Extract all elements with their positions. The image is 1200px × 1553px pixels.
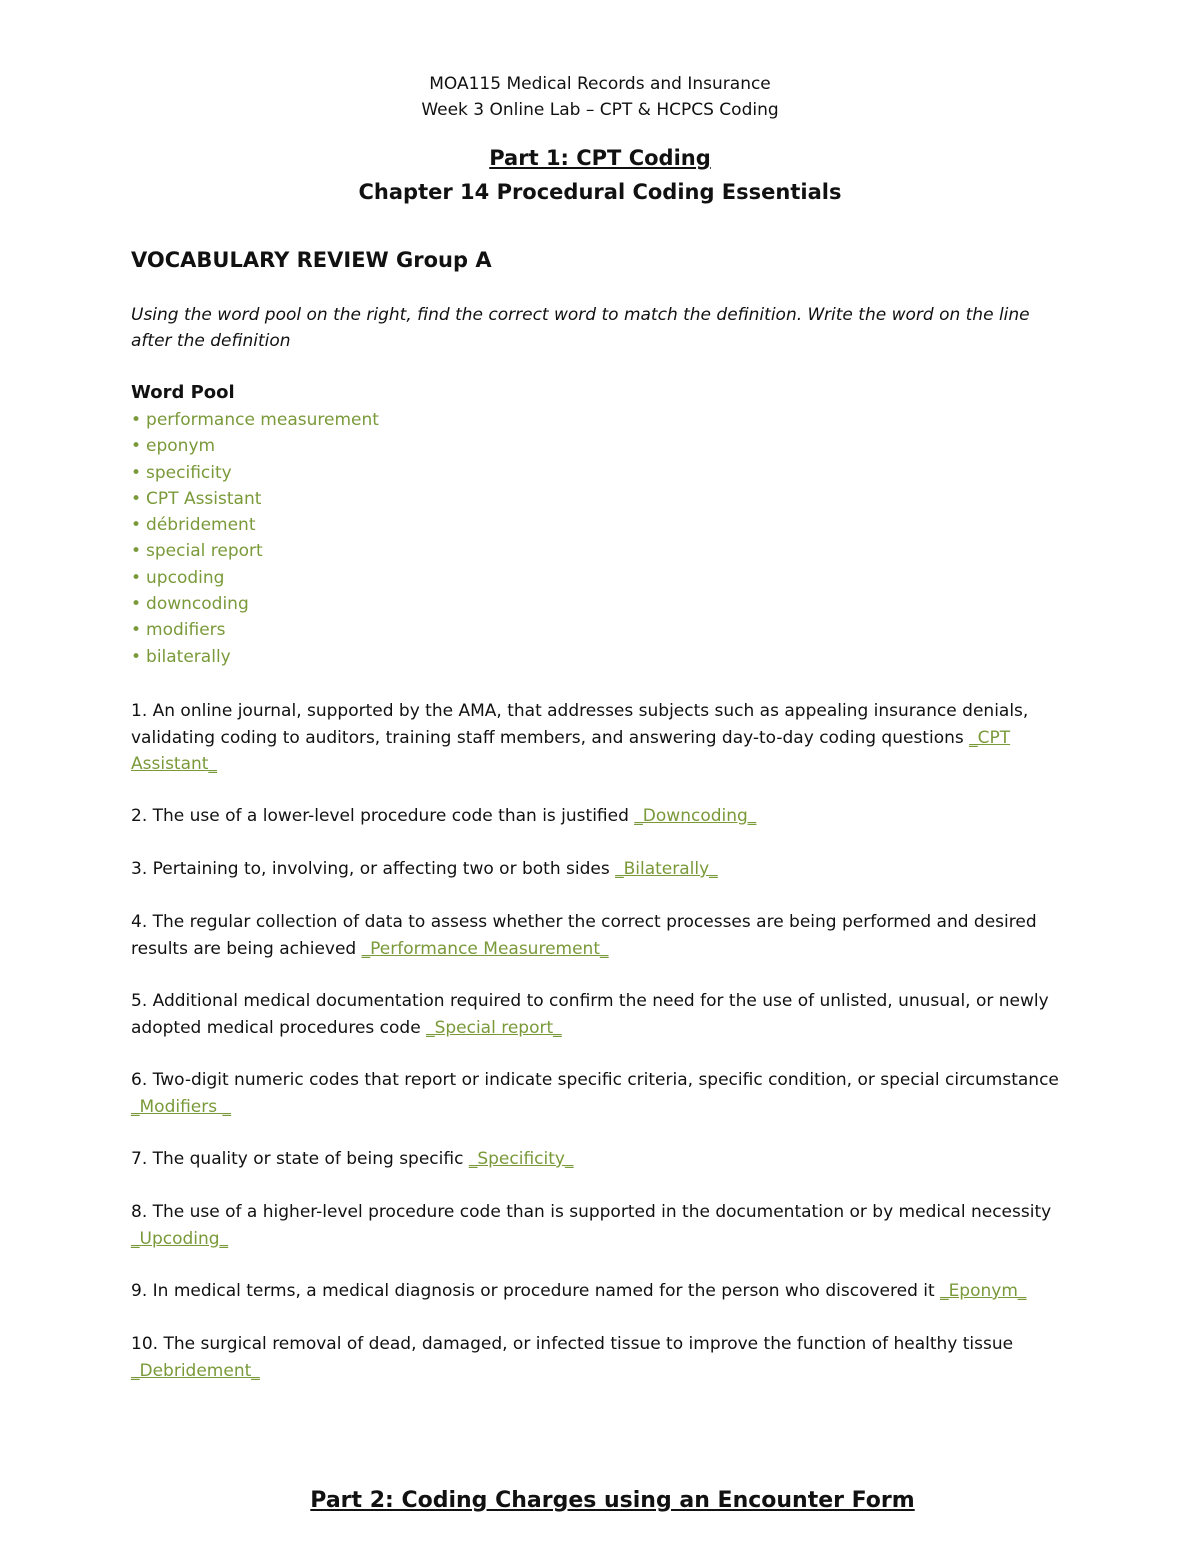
bullet-icon: • <box>131 567 142 588</box>
answer-1: _CPT Assistant_ <box>131 727 1011 774</box>
question-10: 10. The surgical removal of dead, damaged, or infected tissue to improve the function of healthy tissue _Debridement_ <box>131 1334 1014 1381</box>
answer-9: _Eponym_ <box>940 1281 1027 1301</box>
question-3: 3. Pertaining to, involving, or affecting two or both sides _Bilaterally_ <box>131 859 718 879</box>
word-pool-title: Word Pool <box>131 382 235 403</box>
question-2: 2. The use of a lower-level procedure code than is justified _Downcoding_ <box>131 806 757 826</box>
word-pool-item: • CPT Assistant <box>131 488 262 509</box>
word-pool-item: • bilaterally <box>131 646 231 667</box>
bullet-icon: • <box>131 541 142 562</box>
word-pool-item: • specificity <box>131 462 232 483</box>
course-title: MOA115 Medical Records and Insurance <box>429 74 771 94</box>
question-6: 6. Two-digit numeric codes that report or indicate specific criteria, specific condition, or special circumstance _Modifiers _ <box>131 1070 1059 1117</box>
question-9: 9. In medical terms, a medical diagnosis or procedure named for the person who discovered it _Eponym_ <box>131 1281 1027 1301</box>
bullet-icon: • <box>131 515 142 536</box>
bullet-icon: • <box>131 410 142 430</box>
chapter-title: Chapter 14 Procedural Coding Essentials <box>358 180 842 204</box>
lab-title: Week 3 Online Lab – CPT & HCPCS Coding <box>421 100 779 120</box>
bullet-icon: • <box>131 488 142 509</box>
word-pool-item: • performance measurement <box>131 410 379 430</box>
question-5: 5. Additional medical documentation required to confirm the need for the use of unlisted, unusual, or newly adopted medical procedures code _Special report_ <box>131 991 1049 1038</box>
bullet-icon: • <box>131 646 142 667</box>
word-pool-item: • downcoding <box>131 594 249 615</box>
question-4: 4. The regular collection of data to assess whether the correct processes are being performed and desired results are being achieved _Performance Measurement_ <box>131 912 1037 959</box>
instructions: Using the word pool on the right, find the correct word to match the definition. Write the word on the line after the definition <box>131 305 1030 351</box>
part2-title: Part 2: Coding Charges using an Encounter Form <box>310 1488 915 1513</box>
question-1: 1. An online journal, supported by the AMA, that addresses subjects such as appealing insurance denials, validating coding to auditors, training staff members, and answering day-to-day coding questions _CPT Assistant_ <box>131 701 1029 774</box>
answer-10: _Debridement_ <box>131 1360 260 1381</box>
word-pool-list <box>131 407 379 670</box>
word-pool-item: • eponym <box>131 436 216 457</box>
bullet-icon: • <box>131 436 142 457</box>
question-7: 7. The quality or state of being specific _Specificity_ <box>131 1149 574 1169</box>
bullet-icon: • <box>131 620 142 641</box>
vocab-section-title: VOCABULARY REVIEW Group A <box>131 248 492 272</box>
bullet-icon: • <box>131 462 142 483</box>
word-pool-item: • modifiers <box>131 620 226 641</box>
part1-title: Part 1: CPT Coding <box>489 146 711 170</box>
word-pool-item: • upcoding <box>131 567 225 588</box>
answer-2: _Downcoding_ <box>634 806 757 826</box>
word-pool-item: • special report <box>131 541 263 562</box>
answer-4: _Performance Measurement_ <box>361 938 609 959</box>
answer-6: _Modifiers _ <box>131 1096 231 1117</box>
question-8: 8. The use of a higher-level procedure code than is supported in the documentation or by medical necessity _Upcoding_ <box>131 1202 1052 1249</box>
bullet-icon: • <box>131 594 142 615</box>
answer-5: _Special report_ <box>426 1017 562 1038</box>
word-pool-item: • débridement <box>131 515 256 536</box>
answer-3: _Bilaterally_ <box>615 859 718 879</box>
answer-8: _Upcoding_ <box>131 1228 229 1249</box>
answer-7: _Specificity_ <box>468 1149 574 1169</box>
